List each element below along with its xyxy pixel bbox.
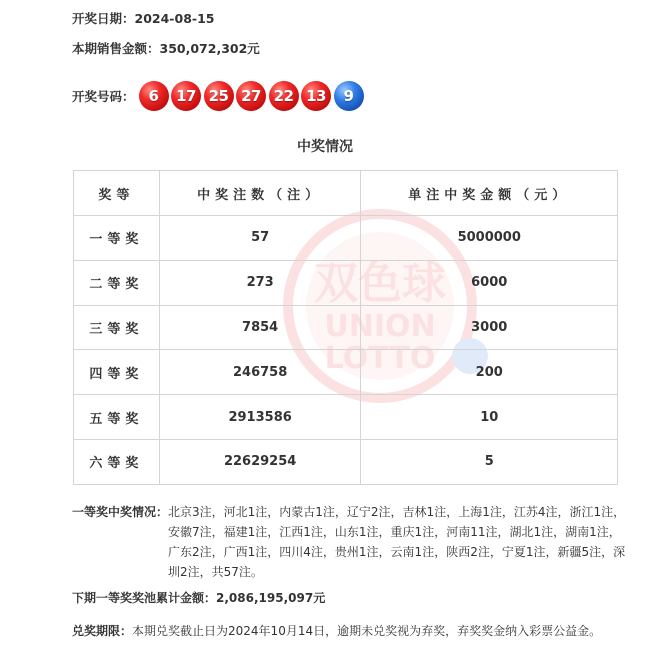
prize-level: 四等奖 <box>74 350 160 395</box>
header-count: 中奖注数（注） <box>159 171 361 216</box>
table-row <box>74 216 618 261</box>
prize-amount: 5000000 <box>361 216 618 261</box>
table-header-row <box>74 171 618 216</box>
prize-level: 六等奖 <box>74 439 160 484</box>
sales-amount-value: 350,072,302元 <box>159 41 260 56</box>
section-title: 中奖情况 <box>297 139 353 155</box>
red-ball: 13 <box>301 81 331 111</box>
red-ball: 25 <box>204 81 234 111</box>
blue-ball: 9 <box>334 81 364 111</box>
header-level: 奖等 <box>74 171 160 216</box>
redeem-deadline-text: 本期兑奖截止日为2024年10月14日，逾期未兑奖视为弃奖，弃奖奖金纳入彩票公益金。 <box>132 624 602 638</box>
red-ball: 22 <box>269 81 299 111</box>
red-ball: 17 <box>171 81 201 111</box>
prize-table-container <box>73 170 618 484</box>
draw-date-line <box>72 9 214 27</box>
header-amount: 单注中奖金额（元） <box>361 171 618 216</box>
winner-count: 22629254 <box>159 439 361 484</box>
winner-count: 246758 <box>159 350 361 395</box>
winning-numbers <box>72 80 366 112</box>
sales-amount-line <box>72 39 260 57</box>
prize-level: 三等奖 <box>74 305 160 350</box>
winner-count: 57 <box>159 216 361 261</box>
draw-date-label: 开奖日期： <box>72 11 135 26</box>
winner-count: 273 <box>159 260 361 305</box>
table-row <box>74 439 618 484</box>
prize-amount: 200 <box>361 350 618 395</box>
table-row <box>74 350 618 395</box>
table-row <box>74 260 618 305</box>
redeem-deadline <box>72 621 632 641</box>
jackpot-pool-line <box>72 589 325 606</box>
prize-amount: 3000 <box>361 305 618 350</box>
prize-amount: 5 <box>361 439 618 484</box>
watermark-text-en-1: UNION <box>324 309 436 344</box>
winner-count: 7854 <box>159 305 361 350</box>
prize-level: 一等奖 <box>74 216 160 261</box>
watermark-text-en-2: LOTTO <box>324 341 436 376</box>
redeem-deadline-label: 兑奖期限： <box>72 624 133 638</box>
table-row <box>74 305 618 350</box>
red-ball: 27 <box>236 81 266 111</box>
first-prize-detail-text: 北京3注，河北1注，内蒙古1注，辽宁2注，吉林1注，上海1注，江苏4注，浙江1注，安徽7注，福建1注，江西1注，山东1注，重庆1注，河南11注，湖北1注，湖南1注，广东2注，广西1注，四川4注，贵州1注，云南1注，陕西2注，宁夏1注，新疆5注，深圳2注，共57注。 <box>168 505 626 579</box>
jackpot-pool-value: 2,086,195,097元 <box>216 591 326 605</box>
sales-amount-label: 本期销售金额： <box>72 41 160 56</box>
first-prize-detail-label: 一等奖中奖情况： <box>72 505 169 519</box>
red-ball: 6 <box>139 81 169 111</box>
first-prize-detail <box>72 502 632 582</box>
prize-level: 二等奖 <box>74 260 160 305</box>
draw-date-value: 2024-08-15 <box>134 11 215 26</box>
winner-count: 2913586 <box>159 395 361 440</box>
watermark-text-cn: 双色球 <box>314 258 446 309</box>
winning-numbers-label: 开奖号码： <box>72 89 135 104</box>
table-row <box>74 395 618 440</box>
jackpot-pool-label: 下期一等奖奖池累计金额： <box>72 591 217 605</box>
prize-amount: 10 <box>361 395 618 440</box>
prize-amount: 6000 <box>361 260 618 305</box>
prize-table <box>73 170 618 485</box>
prize-level: 五等奖 <box>74 395 160 440</box>
